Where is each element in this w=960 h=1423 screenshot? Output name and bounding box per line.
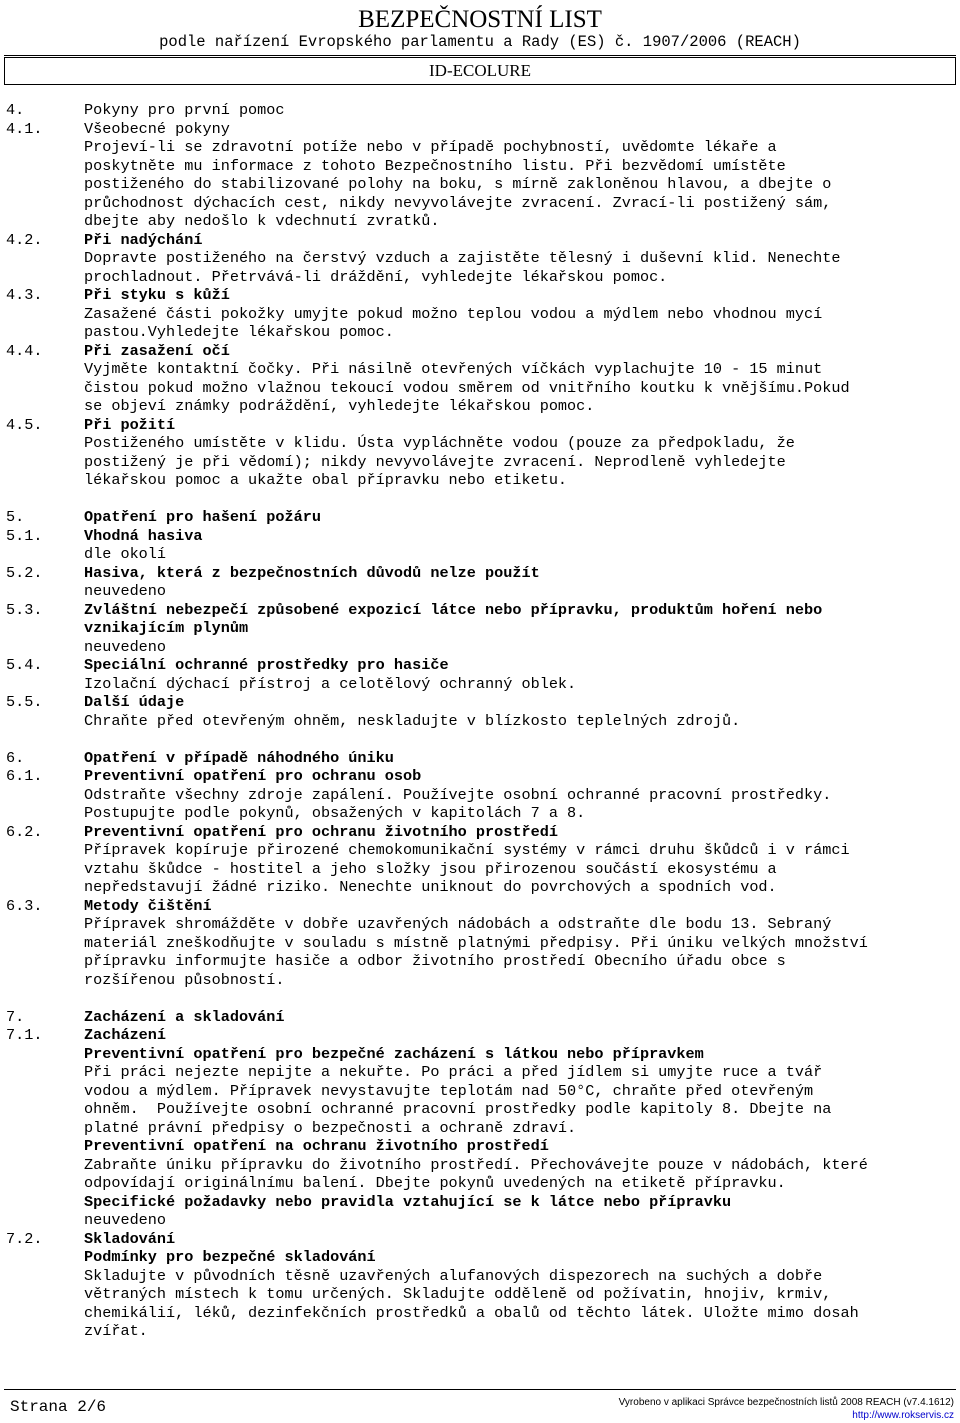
section-number bbox=[0, 212, 84, 231]
header-divider bbox=[4, 55, 956, 56]
text-line bbox=[0, 175, 960, 194]
line-text: průchodnost dýchacích cest, nikdy nevyvolávejte zvracení. Zvrací-li postižený sám, bbox=[84, 193, 832, 212]
line-text: Skladujte v původních těsně uzavřených alufanových dispezorech na suchých a dobře bbox=[84, 1266, 823, 1285]
section-number bbox=[0, 952, 84, 971]
text-line bbox=[0, 915, 960, 934]
line-text: Preventivní opatření pro ochranu osob bbox=[84, 767, 422, 785]
section-number bbox=[0, 175, 84, 194]
line-text: čistou pokud možno vlažnou tekoucí vodou směrem od vnitřního koutku k vnějšímu.Pokud bbox=[84, 378, 850, 397]
section-number: 4.1. bbox=[6, 119, 43, 138]
line-text: pastou.Vyhledejte lékařskou pomoc. bbox=[84, 323, 394, 341]
line-text: Dopravte postiženého na čerstvý vzduch a zajistěte tělesný i duševní klid. Nenechte bbox=[84, 249, 841, 267]
section-number bbox=[0, 471, 84, 490]
line-text: lékařskou pomoc a ukažte obal přípravku nebo etiketu. bbox=[84, 471, 568, 489]
line-text: Preventivní opatření pro bezpečné zacházení s látkou nebo přípravkem bbox=[84, 1044, 704, 1063]
section-number bbox=[0, 841, 84, 860]
line-text: Vhodná hasiva bbox=[84, 526, 203, 545]
line-text: Izolační dýchací přístroj a celotělový ochranný oblek. bbox=[84, 674, 577, 693]
text-line bbox=[0, 1267, 960, 1286]
document-title: BEZPEČNOSTNÍ LIST bbox=[358, 6, 602, 33]
section-number bbox=[0, 249, 84, 268]
text-line bbox=[0, 138, 960, 157]
text-line bbox=[0, 1156, 960, 1175]
section-number bbox=[0, 619, 84, 638]
line-text: odpovídají originálnímu balení. Dbejte pokynů uvedených na etiketě přípravku. bbox=[84, 1174, 786, 1192]
line-text: postižený je při vědomí); nikdy nevyvolávejte zvracení. Neprodleně vyhledejte bbox=[84, 452, 786, 471]
text-line bbox=[0, 379, 960, 398]
section-number bbox=[0, 1285, 84, 1304]
line-text: vztahu škůdce - hostitel a jeho složky jsou přirozenou součástí ekosystému a bbox=[84, 859, 777, 878]
text-line bbox=[0, 1285, 960, 1304]
line-text: Při zasažení očí bbox=[84, 341, 230, 360]
text-line bbox=[0, 1063, 960, 1082]
text-line bbox=[0, 878, 960, 897]
document-body bbox=[0, 101, 960, 1341]
section-heading-line bbox=[0, 1193, 960, 1212]
section-number: 6.1. bbox=[6, 767, 43, 785]
section-number: 7.2. bbox=[6, 1229, 43, 1248]
line-text: vodou a mýdlem. Přípravek nevystavujte teplotám nad 50°C, chraňte před otevřeným bbox=[84, 1081, 814, 1100]
text-line bbox=[0, 786, 960, 805]
section-number bbox=[0, 138, 84, 157]
section-number: 4.5. bbox=[6, 415, 43, 434]
text-line bbox=[0, 712, 960, 731]
section-number: 4.4. bbox=[6, 341, 43, 360]
producer-link[interactable]: http://www.rokservis.cz bbox=[852, 1410, 954, 1421]
section-number: 4.3. bbox=[6, 286, 43, 304]
section-number bbox=[0, 194, 84, 213]
text-line bbox=[0, 860, 960, 879]
line-text: Hasiva, která z bezpečnostních důvodů nelze použít bbox=[84, 563, 540, 582]
section-heading-line bbox=[0, 342, 960, 361]
text-line bbox=[0, 101, 960, 120]
section-number bbox=[0, 323, 84, 342]
line-text: Postiženého umístěte v klidu. Ústa vypláchněte vodou (pouze za předpokladu, že bbox=[84, 434, 795, 452]
line-text: ohněm. Používejte osobní ochranné pracovní prostředky podle kapitoly 8. Dbejte na bbox=[84, 1100, 832, 1118]
section-number bbox=[0, 1063, 84, 1082]
section-number bbox=[0, 379, 84, 398]
line-text: vznikajícím plynům bbox=[84, 619, 249, 637]
section-number: 4.2. bbox=[6, 230, 43, 249]
line-text: materiál zneškodňujte v souladu s místně platnými předpisy. Při úniku velkých množství bbox=[84, 933, 868, 952]
section-number bbox=[0, 434, 84, 453]
section-number: 5. bbox=[6, 508, 25, 526]
text-line bbox=[0, 453, 960, 472]
line-text: Podmínky pro bezpečné skladování bbox=[84, 1248, 376, 1266]
line-text: rozšířenou působností. bbox=[84, 970, 285, 989]
section-number bbox=[0, 1082, 84, 1101]
section-number bbox=[0, 397, 84, 416]
section-number bbox=[0, 453, 84, 472]
line-text: zvířat. bbox=[84, 1322, 148, 1340]
section-number: 4. bbox=[6, 101, 25, 119]
line-text: postiženého do stabilizované polohy na boku, s mírně zakloněnou hlavou, a dbejte o bbox=[84, 175, 832, 193]
section-number bbox=[0, 1119, 84, 1138]
line-text: platné právní předpisy o bezpečnosti a ochraně zdraví. bbox=[84, 1118, 577, 1137]
section-number: 5.1. bbox=[6, 526, 43, 545]
text-line bbox=[0, 675, 960, 694]
section-number: 6.3. bbox=[6, 896, 43, 915]
line-text: Chraňte před otevřeným ohněm, neskladujte v blízkosto teplelných zdrojů. bbox=[84, 711, 741, 730]
text-line bbox=[0, 1174, 960, 1193]
text-line bbox=[0, 194, 960, 213]
line-text: Zasažené části pokožky umyjte pokud možno teplou vodou a mýdlem nebo vhodnou mycí bbox=[84, 304, 823, 323]
line-text: Zacházení a skladování bbox=[84, 1007, 285, 1026]
section-heading-line bbox=[0, 1248, 960, 1267]
section-number bbox=[0, 860, 84, 879]
line-text: Pokyny pro první pomoc bbox=[84, 101, 285, 119]
line-text: nepředstavují žádné riziko. Nenechte uniknout do povrchových a spodních vod. bbox=[84, 878, 777, 896]
section-number: 5.4. bbox=[6, 656, 43, 674]
line-text: Metody čištění bbox=[84, 896, 212, 915]
section-number: 5.3. bbox=[6, 600, 43, 619]
section-heading-line bbox=[0, 1230, 960, 1249]
line-text: poskytněte mu informace z tohoto Bezpečnostního listu. Při bezvědomí umístěte bbox=[84, 156, 786, 175]
line-text: Zabraňte úniku přípravku do životního prostředí. Přechovávejte pouze v nádobách, které bbox=[84, 1155, 868, 1174]
section-number bbox=[0, 675, 84, 694]
section-heading-line bbox=[0, 1026, 960, 1045]
section-number bbox=[0, 545, 84, 564]
line-text: Opatření pro hašení požáru bbox=[84, 508, 321, 526]
section-number: 5.5. bbox=[6, 693, 43, 711]
section-number bbox=[0, 971, 84, 990]
text-line bbox=[0, 249, 960, 268]
section-number bbox=[0, 1045, 84, 1064]
line-text: přípravku informujte hasiče a odbor životního prostředí Obecního úřadu obce s bbox=[84, 952, 786, 970]
section-number: 7. bbox=[6, 1007, 25, 1026]
section-heading-line bbox=[0, 416, 960, 435]
section-number bbox=[0, 1174, 84, 1193]
section-heading-line bbox=[0, 527, 960, 546]
section-heading-line bbox=[0, 656, 960, 675]
section-heading-line bbox=[0, 619, 960, 638]
text-line bbox=[0, 952, 960, 971]
text-line bbox=[0, 157, 960, 176]
section-heading-line bbox=[0, 749, 960, 768]
section-heading-line bbox=[0, 1008, 960, 1027]
line-text: Skladování bbox=[84, 1229, 176, 1248]
section-number bbox=[0, 268, 84, 287]
line-text: Preventivní opatření pro ochranu životního prostředí bbox=[84, 822, 558, 841]
section-heading-line bbox=[0, 231, 960, 250]
section-heading-line bbox=[0, 1137, 960, 1156]
section-heading-line bbox=[0, 897, 960, 916]
line-text: neuvedeno bbox=[84, 582, 167, 600]
section-number bbox=[0, 1304, 84, 1323]
text-line bbox=[0, 323, 960, 342]
text-line bbox=[0, 268, 960, 287]
text-line bbox=[0, 360, 960, 379]
line-text: větraných místech k tomu určených. Skladujte odděleně od požívatin, hnojiv, krmiv, bbox=[84, 1285, 832, 1303]
text-line bbox=[0, 397, 960, 416]
section-number bbox=[0, 1156, 84, 1175]
text-line bbox=[0, 1211, 960, 1230]
line-text: neuvedeno bbox=[84, 1211, 167, 1229]
text-line bbox=[0, 305, 960, 324]
product-code: ID-ECOLURE bbox=[429, 61, 531, 80]
line-text: Při práci nejezte nepijte a nekuřte. Po práci a před jídlem si umyjte ruce a tvář bbox=[84, 1063, 823, 1081]
line-text: se objeví známky podráždění, vyhledejte lékařskou pomoc. bbox=[84, 397, 595, 415]
section-number bbox=[0, 305, 84, 324]
line-text: neuvedeno bbox=[84, 637, 167, 656]
footer-divider bbox=[4, 1389, 956, 1390]
line-text: Odstraňte všechny zdroje zapálení. Používejte osobní ochranné pracovní prostředky. bbox=[84, 785, 832, 804]
section-number bbox=[0, 1322, 84, 1341]
section-number bbox=[0, 915, 84, 934]
text-line bbox=[0, 212, 960, 231]
line-text: Opatření v případě náhodného úniku bbox=[84, 748, 394, 767]
line-text: Projeví-li se zdravotní potíže nebo v případě pochybností, uvědomte lékaře a bbox=[84, 138, 777, 156]
text-line bbox=[0, 841, 960, 860]
section-heading-line bbox=[0, 564, 960, 583]
text-line bbox=[0, 471, 960, 490]
section-number bbox=[0, 1267, 84, 1286]
section-heading-line bbox=[0, 823, 960, 842]
line-text: dbejte aby nedošlo k vdechnutí zvratků. bbox=[84, 212, 440, 230]
line-text: Přípravek shromážděte v dobře uzavřených nádobách a odstraňte dle bodu 13. Sebraný bbox=[84, 915, 832, 933]
line-text: Zacházení bbox=[84, 1026, 167, 1044]
section-number bbox=[0, 786, 84, 805]
text-line bbox=[0, 1322, 960, 1341]
section-number: 5.2. bbox=[6, 563, 43, 582]
section-number: 7.1. bbox=[6, 1026, 43, 1044]
section-number bbox=[0, 878, 84, 897]
text-line bbox=[0, 120, 960, 139]
text-line bbox=[0, 804, 960, 823]
section-heading-line bbox=[0, 693, 960, 712]
section-number bbox=[0, 934, 84, 953]
line-text: Vyjměte kontaktní čočky. Při násilně otevřených víčkách vyplachujte 10 - 15 minut bbox=[84, 360, 823, 378]
line-text: Další údaje bbox=[84, 693, 185, 711]
producer-note: Vyrobeno v aplikaci Správce bezpečnostních listů 2008 REACH (v7.4.1612) bbox=[618, 1397, 954, 1408]
section-number bbox=[0, 1211, 84, 1230]
line-text: dle okolí bbox=[84, 545, 167, 563]
text-line bbox=[0, 638, 960, 657]
line-text: Postupujte podle pokynů, obsažených v kapitolách 7 a 8. bbox=[84, 804, 586, 822]
section-number bbox=[0, 1137, 84, 1156]
line-text: Při styku s kůží bbox=[84, 286, 230, 304]
line-text: prochladnout. Přetrvává-li dráždění, vyhledejte lékařskou pomoc. bbox=[84, 267, 668, 286]
page-number: Strana 2/6 bbox=[10, 1398, 107, 1416]
line-text: Při požití bbox=[84, 415, 176, 434]
text-line bbox=[0, 434, 960, 453]
line-text: Přípravek kopíruje přirozené chemokomunikační systémy v rámci druhu škůdců i v rámci bbox=[84, 841, 850, 859]
section-number bbox=[0, 1193, 84, 1212]
section-number: 6.2. bbox=[6, 822, 43, 841]
line-text: Specifické požadavky nebo pravidla vztahující se k látce nebo přípravku bbox=[84, 1192, 732, 1211]
section-spacer bbox=[0, 490, 960, 509]
section-heading-line bbox=[0, 767, 960, 786]
text-line bbox=[0, 934, 960, 953]
section-number bbox=[0, 157, 84, 176]
line-text: Zvláštní nebezpečí způsobené expozicí látce nebo přípravku, produktům hoření nebo bbox=[84, 600, 823, 619]
section-number bbox=[0, 1100, 84, 1119]
text-line bbox=[0, 1304, 960, 1323]
text-line bbox=[0, 582, 960, 601]
line-text: Všeobecné pokyny bbox=[84, 119, 230, 138]
section-heading-line bbox=[0, 508, 960, 527]
section-number bbox=[0, 804, 84, 823]
section-number bbox=[0, 712, 84, 731]
section-heading-line bbox=[0, 286, 960, 305]
section-number bbox=[0, 582, 84, 601]
section-heading-line bbox=[0, 601, 960, 620]
text-line bbox=[0, 971, 960, 990]
text-line bbox=[0, 1100, 960, 1119]
document-subtitle: podle nařízení Evropského parlamentu a Rady (ES) č. 1907/2006 (REACH) bbox=[159, 33, 801, 51]
section-heading-line bbox=[0, 1045, 960, 1064]
line-text: Speciální ochranné prostředky pro hasiče bbox=[84, 656, 449, 674]
text-line bbox=[0, 545, 960, 564]
section-number bbox=[0, 1248, 84, 1267]
line-text: Při nadýchání bbox=[84, 230, 203, 249]
section-number: 6. bbox=[6, 748, 25, 767]
section-number bbox=[0, 638, 84, 657]
line-text: chemikálií, léků, dezinfekčních prostředků a obalů od těchto látek. Uložte mimo dosah bbox=[84, 1303, 859, 1322]
section-number bbox=[0, 360, 84, 379]
text-line bbox=[0, 1082, 960, 1101]
text-line bbox=[0, 1119, 960, 1138]
section-spacer bbox=[0, 730, 960, 749]
section-spacer bbox=[0, 989, 960, 1008]
line-text: Preventivní opatření na ochranu životního prostředí bbox=[84, 1137, 549, 1155]
